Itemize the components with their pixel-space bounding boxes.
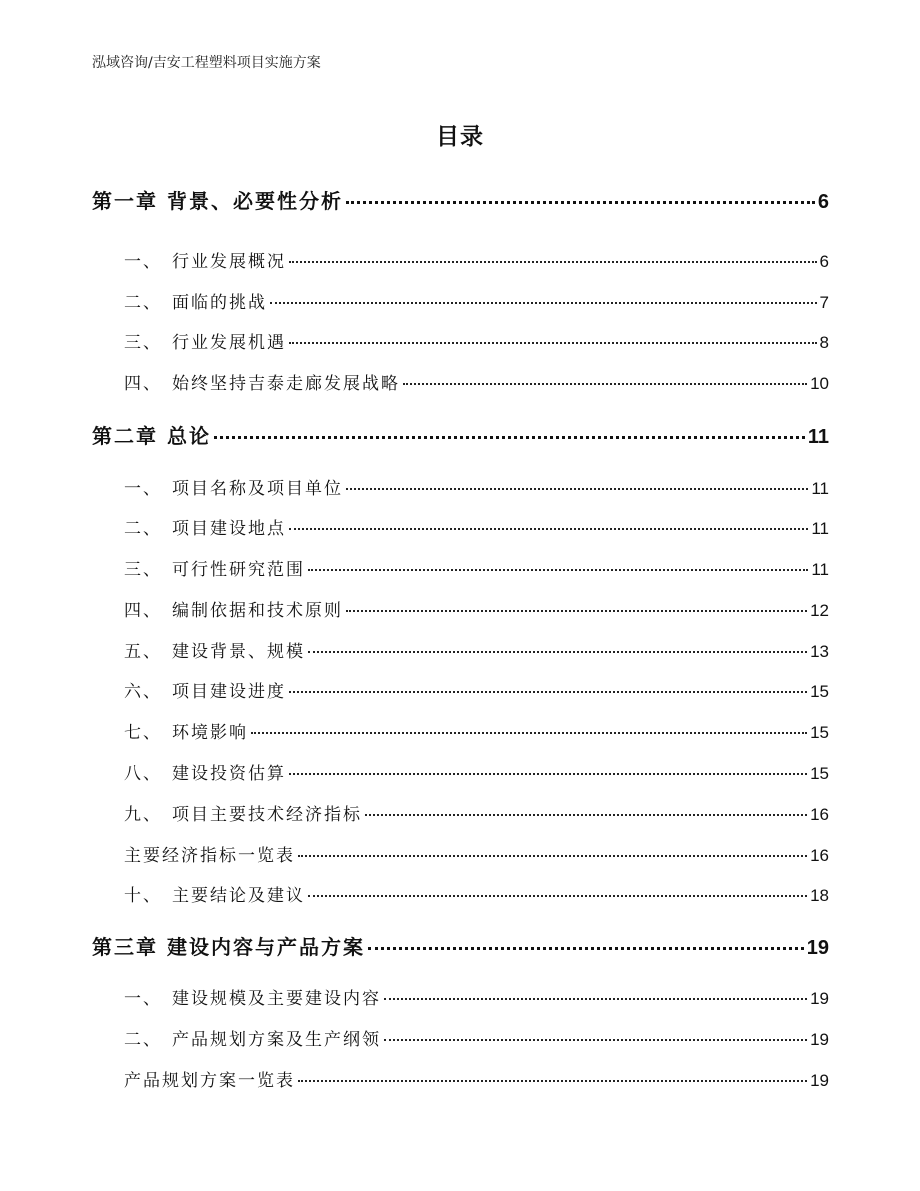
dot-leader bbox=[368, 947, 804, 950]
toc-entry-label: 项目建设地点 bbox=[172, 519, 286, 539]
toc-section[interactable] bbox=[124, 677, 829, 702]
toc-section-number: 一、 bbox=[124, 479, 162, 499]
toc-entry-label: 环境影响 bbox=[172, 723, 248, 743]
dot-leader bbox=[298, 1080, 807, 1082]
toc-section[interactable] bbox=[124, 514, 829, 539]
toc-page-number: 16 bbox=[810, 805, 829, 824]
toc-section-number: 五、 bbox=[124, 642, 162, 662]
dot-leader bbox=[289, 691, 807, 693]
toc-chapter-3[interactable] bbox=[92, 931, 829, 960]
toc-entry-label: 第三章 建设内容与产品方案 bbox=[92, 935, 365, 959]
toc-section-number: 一、 bbox=[124, 989, 162, 1009]
toc-section-number: 二、 bbox=[124, 1030, 162, 1050]
toc-section[interactable] bbox=[124, 369, 829, 394]
toc-section-number: 三、 bbox=[124, 560, 162, 580]
toc-page-number: 15 bbox=[810, 764, 829, 783]
dot-leader bbox=[289, 528, 808, 530]
toc-page-number: 15 bbox=[810, 723, 829, 742]
toc-section[interactable] bbox=[124, 1025, 829, 1050]
dot-leader bbox=[384, 998, 807, 1000]
toc-entry-label: 第一章 背景、必要性分析 bbox=[92, 189, 343, 213]
toc-section[interactable] bbox=[124, 984, 829, 1009]
toc-chapter-1[interactable] bbox=[92, 185, 829, 214]
toc-section[interactable] bbox=[124, 474, 829, 499]
toc-section-number: 十、 bbox=[124, 886, 162, 906]
dot-leader bbox=[308, 895, 807, 897]
toc-section-number: 四、 bbox=[124, 601, 162, 621]
toc-entry-label: 产品规划方案及生产纲领 bbox=[172, 1030, 381, 1050]
toc-entry-label: 项目建设进度 bbox=[172, 682, 286, 702]
toc-chapter-2[interactable] bbox=[92, 420, 829, 449]
dot-leader bbox=[346, 488, 808, 490]
toc-section[interactable] bbox=[124, 288, 829, 313]
toc-page-number: 18 bbox=[810, 886, 829, 905]
toc-entry-label: 始终坚持吉泰走廊发展战略 bbox=[172, 374, 400, 394]
dot-leader bbox=[289, 773, 807, 775]
dot-leader bbox=[298, 855, 807, 857]
toc-page-number: 19 bbox=[810, 1071, 829, 1090]
toc-page-number: 13 bbox=[810, 642, 829, 661]
toc-page-number: 15 bbox=[810, 682, 829, 701]
toc-section[interactable] bbox=[124, 247, 829, 272]
toc-page-number: 11 bbox=[811, 519, 829, 538]
toc-page-number: 19 bbox=[810, 989, 829, 1008]
toc-section-number: 四、 bbox=[124, 374, 162, 394]
dot-leader bbox=[403, 383, 807, 385]
toc-page-number: 8 bbox=[819, 333, 829, 352]
toc-section[interactable] bbox=[124, 759, 829, 784]
toc-section-number: 八、 bbox=[124, 764, 162, 784]
toc-entry-label: 主要结论及建议 bbox=[172, 886, 305, 906]
dot-leader bbox=[365, 814, 807, 816]
toc-section[interactable] bbox=[124, 718, 829, 743]
dot-leader bbox=[289, 261, 817, 263]
toc-entry-label: 建设投资估算 bbox=[172, 764, 286, 784]
toc-section[interactable] bbox=[124, 328, 829, 353]
dot-leader bbox=[251, 732, 807, 734]
toc-page-number: 11 bbox=[811, 479, 829, 498]
toc-page-number: 11 bbox=[811, 560, 829, 579]
toc-entry-label: 编制依据和技术原则 bbox=[172, 601, 343, 621]
toc-table-entry[interactable] bbox=[124, 1066, 829, 1091]
toc-entry-label: 行业发展概况 bbox=[172, 252, 286, 272]
toc-entry-label: 第二章 总论 bbox=[92, 424, 211, 448]
toc-table-entry[interactable] bbox=[124, 841, 829, 866]
toc-entry-label: 产品规划方案一览表 bbox=[124, 1071, 295, 1091]
dot-leader bbox=[384, 1039, 807, 1041]
toc-entry-label: 项目名称及项目单位 bbox=[172, 479, 343, 499]
toc-section-number: 七、 bbox=[124, 723, 162, 743]
toc-page-number: 11 bbox=[807, 426, 829, 448]
toc-page-number: 19 bbox=[806, 937, 829, 959]
toc-section-number: 二、 bbox=[124, 293, 162, 313]
dot-leader bbox=[346, 201, 815, 204]
toc-page-number: 7 bbox=[819, 293, 829, 312]
toc-entry-label: 项目主要技术经济指标 bbox=[172, 805, 362, 825]
toc-section-number: 一、 bbox=[124, 252, 162, 272]
dot-leader bbox=[308, 651, 807, 653]
toc-section[interactable] bbox=[124, 800, 829, 825]
dot-leader bbox=[308, 569, 808, 571]
toc-section[interactable] bbox=[124, 596, 829, 621]
toc-section-number: 三、 bbox=[124, 333, 162, 353]
toc-section-number: 九、 bbox=[124, 805, 162, 825]
toc-section-number: 六、 bbox=[124, 682, 162, 702]
toc-page-number: 10 bbox=[810, 374, 829, 393]
toc-entry-label: 建设规模及主要建设内容 bbox=[172, 989, 381, 1009]
toc-entry-label: 可行性研究范围 bbox=[172, 560, 305, 580]
toc-section[interactable] bbox=[124, 555, 829, 580]
toc-page-number: 19 bbox=[810, 1030, 829, 1049]
toc-section[interactable] bbox=[124, 881, 829, 906]
toc-section[interactable] bbox=[124, 637, 829, 662]
toc-entry-label: 行业发展机遇 bbox=[172, 333, 286, 353]
dot-leader bbox=[270, 302, 817, 304]
toc-entry-label: 面临的挑战 bbox=[172, 293, 267, 313]
toc-entry-label: 主要经济指标一览表 bbox=[124, 846, 295, 866]
dot-leader bbox=[346, 610, 807, 612]
toc-page-number: 16 bbox=[810, 846, 829, 865]
toc-page-number: 12 bbox=[810, 601, 829, 620]
dot-leader bbox=[214, 436, 805, 439]
toc-page-number: 6 bbox=[819, 252, 829, 271]
toc-title: 目录 bbox=[436, 124, 484, 150]
dot-leader bbox=[289, 342, 817, 344]
toc-section-number: 二、 bbox=[124, 519, 162, 539]
toc-entry-label: 建设背景、规模 bbox=[172, 642, 305, 662]
page-header: 泓域咨询/吉安工程塑料项目实施方案 bbox=[92, 55, 321, 71]
toc-page-number: 6 bbox=[817, 191, 829, 213]
